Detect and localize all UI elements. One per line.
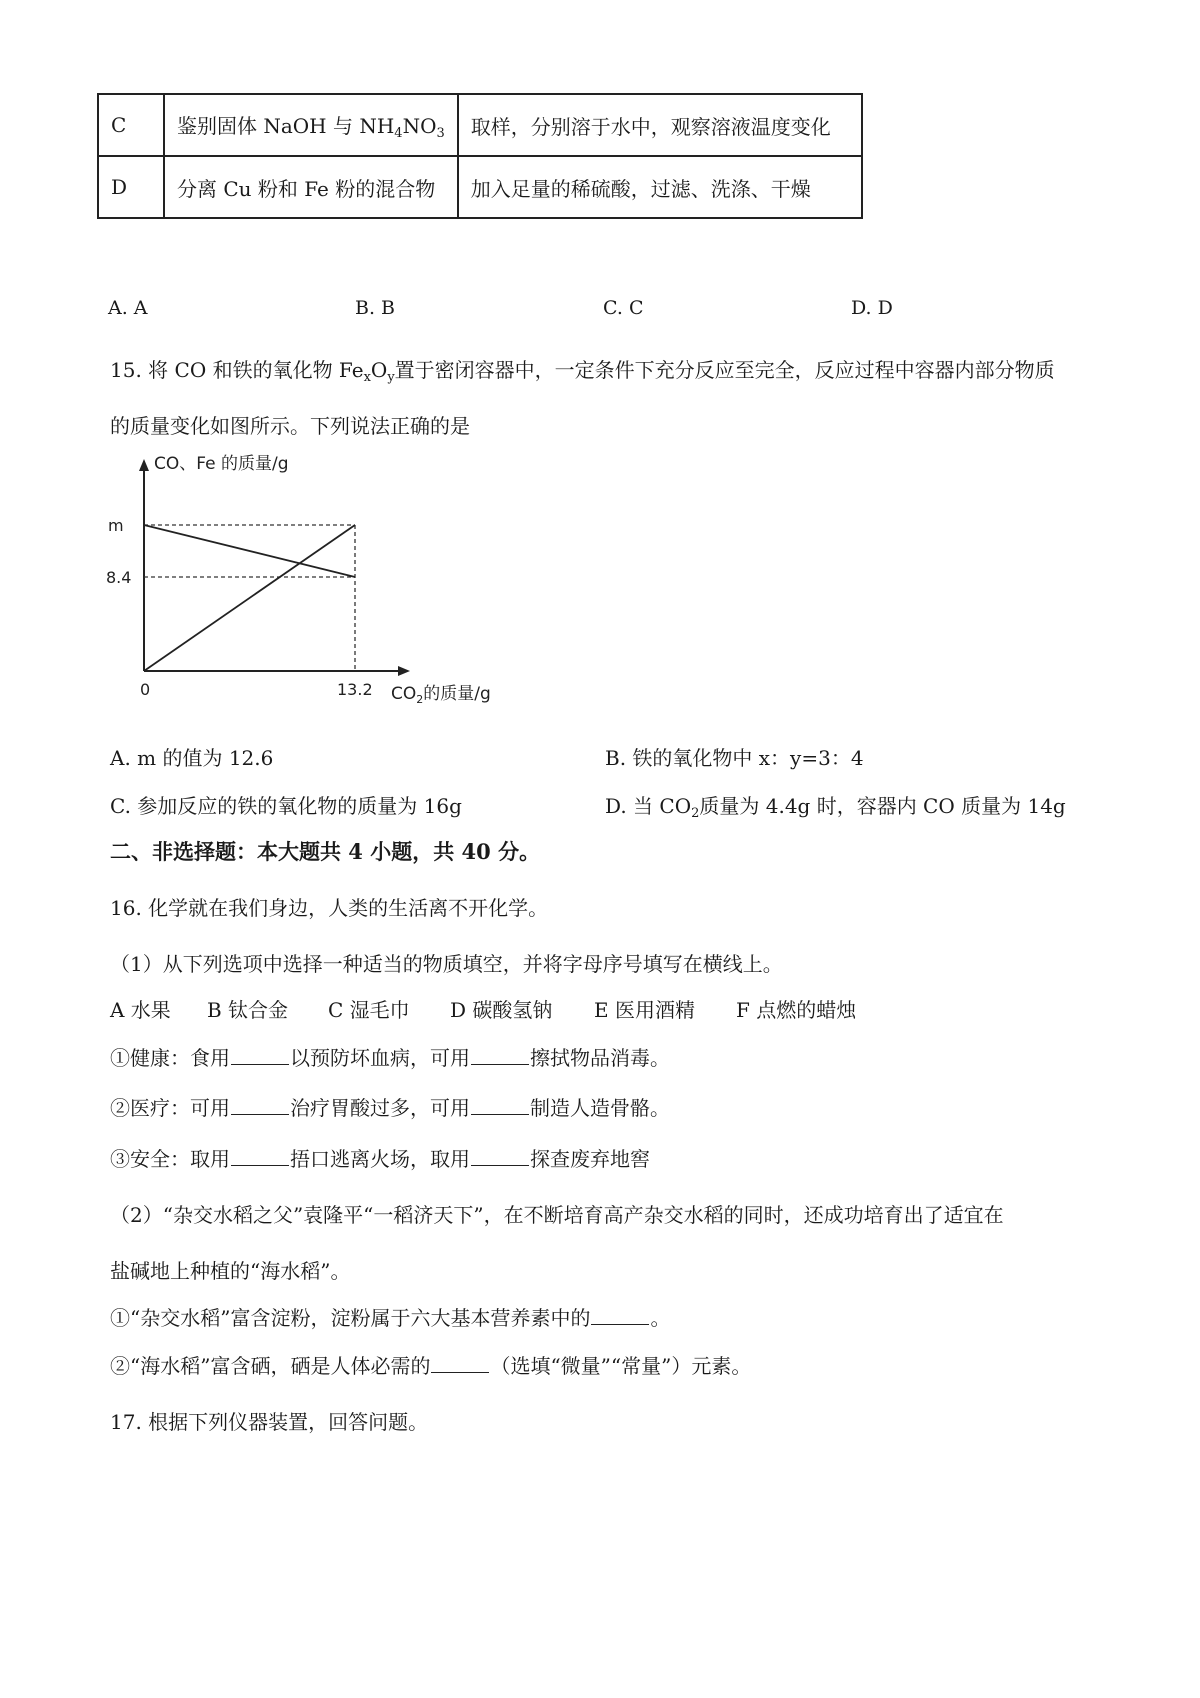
options-table xyxy=(97,93,863,219)
q16-line-medical: ②医疗：可用 治疗胃酸过多，可用 制造人造骨骼。 xyxy=(110,1096,670,1120)
section-heading: 二、非选择题：本大题共 4 小题，共 40 分。 xyxy=(110,839,541,864)
q16-part2-line2: 盐碱地上种植的“海水稻”。 xyxy=(110,1259,351,1283)
q15-option-b[interactable]: B. 铁的氧化物中 x：y=3：4 xyxy=(605,746,864,770)
x-tick-label: 0 xyxy=(140,680,151,699)
mass-chart xyxy=(100,454,491,715)
q15-stem-line1: 15. 将 CO 和铁的氧化物 $Fe_xO_y$置于密闭容器中，一定条件下充分反应至完全，反应过程中容器内部分物质 xyxy=(110,358,1055,385)
q15-option-a[interactable]: A. m 的值为 12.6 xyxy=(110,746,274,770)
answer-blank[interactable] xyxy=(231,1096,289,1115)
row-purpose: 鉴别固体 NaOH 与 $NH_4NO_3$ xyxy=(164,94,458,156)
q16-line-safety: ③安全：取用 捂口逃离火场，取用 探查废弃地窖 xyxy=(110,1147,650,1171)
answer-blank[interactable] xyxy=(591,1306,649,1325)
series-line-2 xyxy=(144,525,355,671)
q16-choice-f: F 点燃的蜡烛 xyxy=(736,998,857,1022)
q15-option-c[interactable]: C. 参加反应的铁的氧化物的质量为 16g xyxy=(110,794,462,818)
q16-line-health: ①健康：食用 以预防坏血病，可用 擦拭物品消毒。 xyxy=(110,1046,670,1070)
answer-blank[interactable] xyxy=(431,1354,489,1373)
q16-selenium-line: ②“海水稻”富含硒，硒是人体必需的 （选填“微量”“常量”）元素。 xyxy=(110,1354,752,1378)
q16-part2-line1: （2）“杂交水稻之父”袁隆平“一稻济天下”，在不断培育高产杂交水稻的同时，还成功培育出了适宜在 xyxy=(110,1203,1004,1227)
q16-intro: 16. 化学就在我们身边，人类的生活离不开化学。 xyxy=(110,896,549,920)
y-tick-label: m xyxy=(108,516,124,535)
answer-blank[interactable] xyxy=(471,1147,529,1166)
y-tick-label: 8.4 xyxy=(106,568,132,587)
q14-option-c[interactable]: C. C xyxy=(603,297,644,319)
q16-choice-a: A 水果 xyxy=(110,998,171,1022)
series-line-1 xyxy=(144,525,355,577)
row-letter: C xyxy=(98,94,164,156)
answer-blank[interactable] xyxy=(471,1096,529,1115)
q15-option-d[interactable]: D. 当 $CO_2$质量为 4.4g 时，容器内 CO 质量为 14g xyxy=(605,794,1066,821)
q16-choice-c: C 湿毛巾 xyxy=(328,998,410,1022)
x-tick-label: 13.2 xyxy=(337,680,373,699)
q17-intro: 17. 根据下列仪器装置，回答问题。 xyxy=(110,1410,429,1434)
x-axis-arrow xyxy=(398,666,410,676)
row-method: 加入足量的稀硫酸，过滤、洗涤、干燥 xyxy=(458,156,862,218)
q14-option-d[interactable]: D. D xyxy=(851,297,893,319)
y-axis-label: CO、Fe 的质量/g xyxy=(154,454,289,474)
x-axis-label: $CO_2$的质量/g xyxy=(391,684,491,706)
y-axis-arrow xyxy=(139,459,149,471)
q16-choice-e: E 医用酒精 xyxy=(594,998,695,1022)
answer-blank[interactable] xyxy=(231,1147,289,1166)
row-letter: D xyxy=(98,156,164,218)
q16-starch-line: ①“杂交水稻”富含淀粉，淀粉属于六大基本营养素中的 。 xyxy=(110,1306,671,1330)
q15-stem-line2: 的质量变化如图所示。下列说法正确的是 xyxy=(110,414,470,438)
q16-choice-b: B 钛合金 xyxy=(207,998,289,1022)
q16-choice-d: D 碳酸氢钠 xyxy=(450,998,553,1022)
table-row xyxy=(98,156,862,218)
answer-blank[interactable] xyxy=(231,1046,289,1065)
answer-blank[interactable] xyxy=(471,1046,529,1065)
row-purpose: 分离 Cu 粉和 Fe 粉的混合物 xyxy=(164,156,458,218)
table-row xyxy=(98,94,862,156)
q14-option-a[interactable]: A. A xyxy=(108,297,148,319)
q16-part1-instruction: （1）从下列选项中选择一种适当的物质填空，并将字母序号填写在横线上。 xyxy=(110,952,783,976)
q14-option-b[interactable]: B. B xyxy=(355,297,396,319)
row-method: 取样，分别溶于水中，观察溶液温度变化 xyxy=(458,94,862,156)
